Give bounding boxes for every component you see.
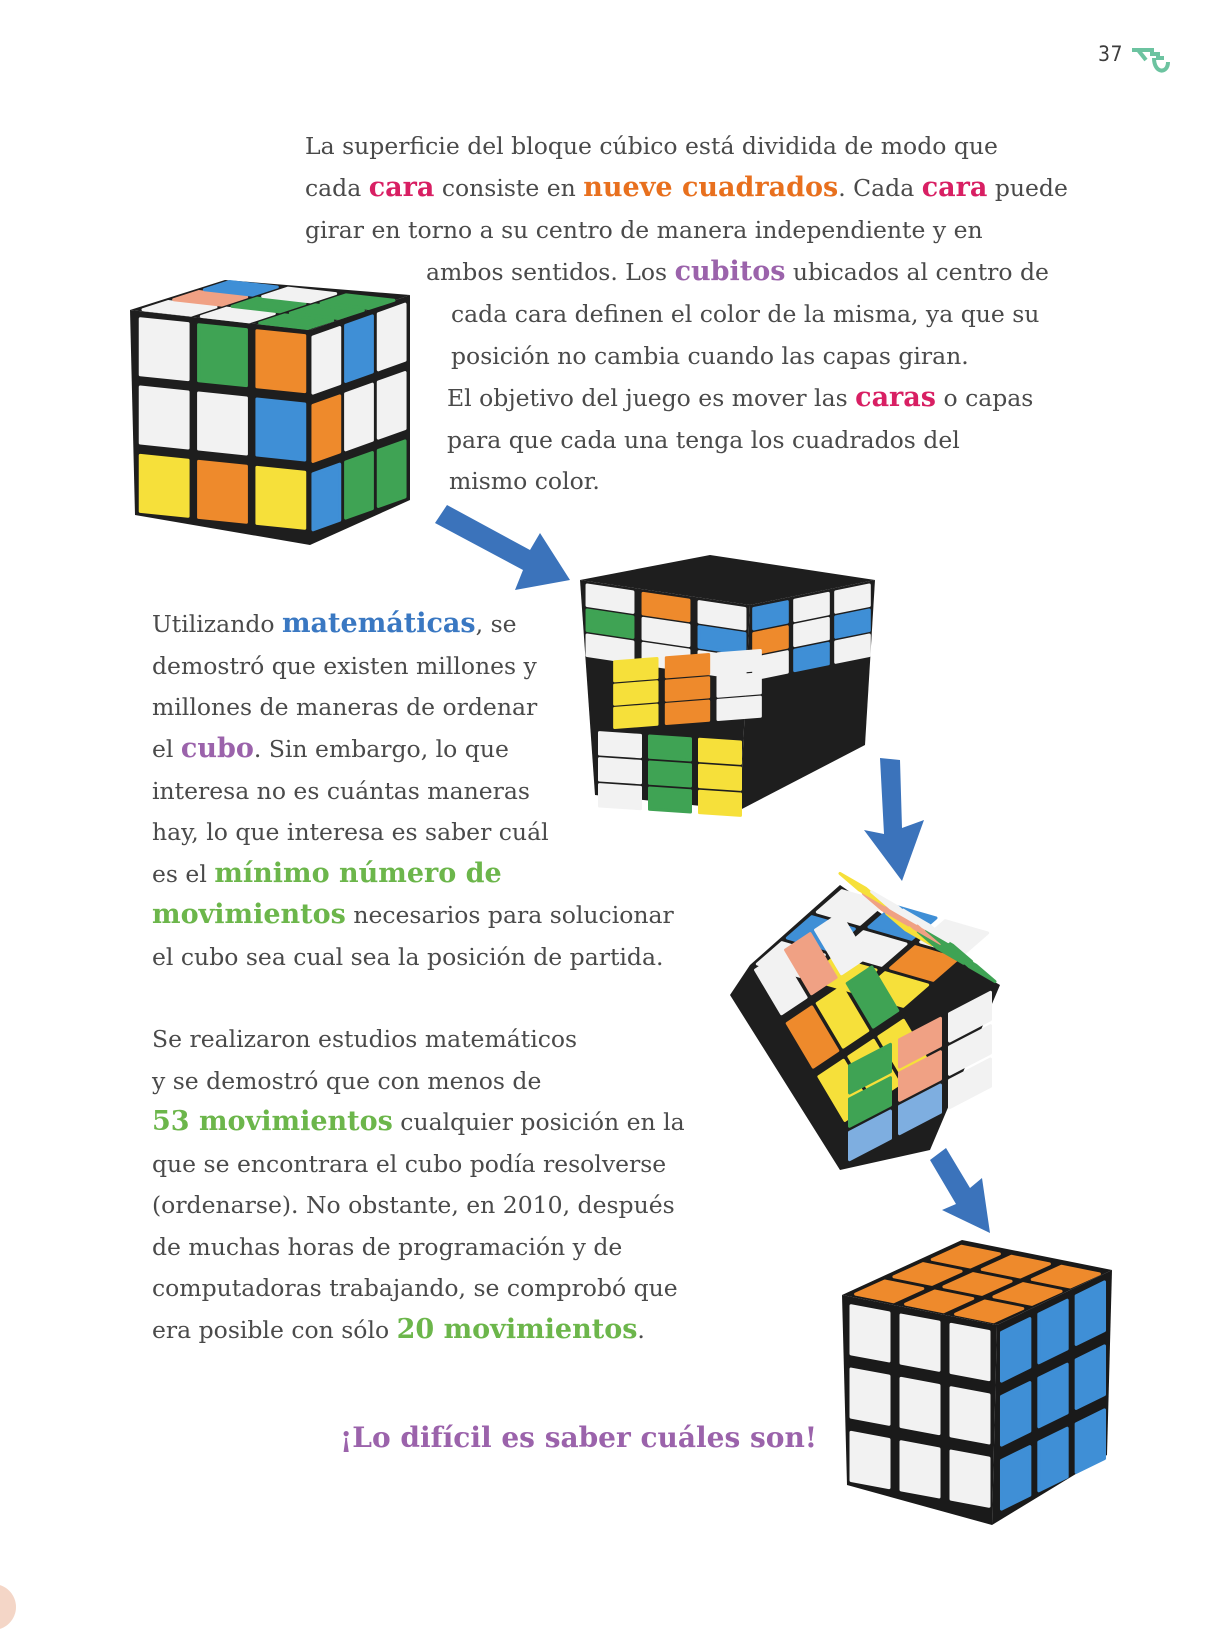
cube-sticker: [346, 453, 373, 519]
cube-sticker: [700, 791, 741, 815]
text-line: [449, 460, 600, 502]
text-segment: El objetivo del juego es mover las: [447, 384, 856, 412]
text-line: [447, 377, 1033, 419]
highlighted-term: cubo: [180, 733, 254, 764]
text-segment: millones de maneras de ordenar: [152, 693, 538, 721]
cube-sticker: [615, 682, 657, 704]
text-segment: computadoras trabajando, se comprobó que: [152, 1274, 678, 1302]
cube-sticker: [666, 654, 708, 676]
cube-sticker: [851, 1432, 889, 1487]
arrow-down-icon: [862, 758, 932, 883]
cube-sticker: [140, 455, 188, 516]
cube-sticker: [615, 658, 657, 680]
text-segment: Utilizando: [152, 610, 282, 638]
cube-sticker: [700, 765, 741, 789]
text-line: [152, 1101, 685, 1143]
cube-sticker: [199, 325, 247, 386]
text-line: [305, 167, 1068, 209]
text-line: [152, 728, 509, 770]
highlighted-term: 53 movimientos: [152, 1106, 393, 1137]
cube-sticker: [140, 319, 188, 380]
text-segment: La superficie del bloque cúbico está dividida de modo que: [305, 132, 998, 160]
closing-phrase: ¡Lo difícil es saber cuáles son!: [340, 1421, 818, 1454]
cube-sticker: [650, 788, 691, 812]
cube-sticker: [378, 373, 405, 439]
text-line: [305, 209, 983, 251]
text-segment: cada cara definen el color de la misma, ya que su: [451, 300, 1040, 328]
text-line: [152, 1143, 666, 1185]
text-segment: es el: [152, 860, 215, 888]
text-segment: y se demostró que con menos de: [152, 1067, 542, 1095]
text-segment: para que cada una tenga los cuadrados del: [447, 426, 960, 454]
text-segment: (ordenarse). No obstante, en 2010, después: [152, 1191, 675, 1219]
highlighted-term: 20 movimientos: [396, 1314, 638, 1345]
cube-sticker: [951, 1388, 989, 1443]
cube-sticker: [199, 393, 247, 454]
text-line: [152, 894, 674, 936]
cube-sticker: [257, 331, 305, 392]
text-segment: ubicados al centro de: [785, 258, 1049, 286]
text-segment: de muchas horas de programación y de: [152, 1233, 623, 1261]
text-line: [426, 251, 1049, 293]
text-segment: . Sin embargo, lo que: [253, 735, 509, 763]
highlighted-term: movimientos: [152, 899, 346, 930]
text-segment: ambos sentidos. Los: [426, 258, 675, 286]
cube-sticker: [346, 384, 373, 450]
text-line: [152, 770, 530, 812]
text-line: [152, 1226, 622, 1268]
cube-sticker: [600, 785, 641, 809]
highlighted-term: matemáticas: [281, 608, 476, 639]
cube-sticker: [140, 387, 188, 448]
cube-sticker: [718, 674, 760, 696]
book-logo-icon: [1130, 44, 1170, 78]
cube-sticker: [718, 650, 760, 672]
cube-sticker: [600, 759, 641, 783]
text-segment: Se realizaron estudios matemáticos: [152, 1025, 578, 1053]
page-number: 37: [1098, 42, 1124, 66]
highlighted-term: cubitos: [674, 256, 786, 287]
text-segment: posición no cambia cuando las capas giran.: [451, 342, 969, 370]
text-line: [447, 419, 960, 461]
text-line: [451, 335, 969, 377]
cube-sticker: [901, 1378, 939, 1433]
text-line: [152, 1184, 675, 1226]
cube-sticker: [257, 399, 305, 460]
text-line: [451, 293, 1039, 335]
text-segment: girar en torno a su centro de manera independiente y en: [305, 216, 983, 244]
cube-sticker: [378, 441, 405, 507]
highlighted-term: cara: [368, 172, 435, 203]
rubiks-cube-scrambled-image: [130, 280, 420, 550]
arrow-down-right-icon: [435, 505, 575, 595]
cube-sticker: [666, 678, 708, 700]
cube-sticker: [901, 1315, 939, 1370]
text-line: [152, 686, 537, 728]
text-segment: o capas: [935, 384, 1034, 412]
cube-sticker: [600, 733, 641, 757]
text-segment: .: [637, 1316, 645, 1344]
highlighted-term: cara: [921, 172, 988, 203]
text-segment: , se: [475, 610, 517, 638]
text-segment: . Cada: [838, 174, 922, 202]
cube-sticker: [650, 762, 691, 786]
text-line: [152, 936, 663, 978]
cube-sticker: [346, 316, 373, 382]
cube-sticker: [257, 467, 305, 528]
cube-sticker: [615, 705, 657, 727]
text-segment: mismo color.: [449, 467, 600, 495]
text-segment: hay, lo que interesa es saber cuál: [152, 818, 549, 846]
cube-sticker: [700, 739, 741, 763]
cube-sticker: [666, 701, 708, 723]
text-segment: cualquier posición en la: [392, 1108, 685, 1136]
cube-sticker: [951, 1451, 989, 1506]
text-segment: el cubo sea cual sea la posición de partida.: [152, 943, 664, 971]
arrow-down-right-icon: [930, 1148, 1000, 1233]
text-line: [152, 1309, 645, 1351]
text-segment: era posible con sólo: [152, 1316, 397, 1344]
cube-sticker: [378, 304, 405, 370]
cube-sticker: [313, 328, 340, 394]
rubiks-cube-tilted-image: [730, 885, 1010, 1175]
text-line: [305, 125, 998, 167]
cube-sticker: [718, 697, 760, 719]
text-line: [152, 645, 537, 687]
highlighted-term: nueve cuadrados: [583, 172, 839, 203]
text-segment: necesarios para solucionar: [345, 901, 674, 929]
text-segment: el: [152, 735, 181, 763]
text-segment: interesa no es cuántas maneras: [152, 777, 530, 805]
corner-decoration: [0, 1584, 16, 1630]
text-segment: demostró que existen millones y: [152, 652, 537, 680]
cube-sticker: [650, 736, 691, 760]
cube-sticker: [313, 464, 340, 530]
text-line: [152, 1018, 577, 1060]
cube-sticker: [851, 1369, 889, 1424]
cube-sticker: [901, 1442, 939, 1497]
text-segment: puede: [987, 174, 1068, 202]
text-line: [152, 1060, 541, 1102]
rubiks-cube-solved-image: [842, 1240, 1117, 1530]
cube-sticker: [199, 461, 247, 522]
cube-sticker: [313, 396, 340, 462]
text-segment: consiste en: [434, 174, 584, 202]
text-line: [152, 853, 502, 895]
text-line: [152, 603, 517, 645]
cube-sticker: [851, 1306, 889, 1361]
text-line: [152, 811, 549, 853]
rubiks-cube-twisting-image: [580, 555, 880, 825]
text-segment: que se encontrara el cubo podía resolverse: [152, 1150, 667, 1178]
highlighted-term: caras: [855, 382, 936, 413]
text-line: [152, 1267, 678, 1309]
cube-sticker: [951, 1324, 989, 1379]
highlighted-term: mínimo número de: [214, 858, 502, 889]
text-segment: cada: [305, 174, 369, 202]
